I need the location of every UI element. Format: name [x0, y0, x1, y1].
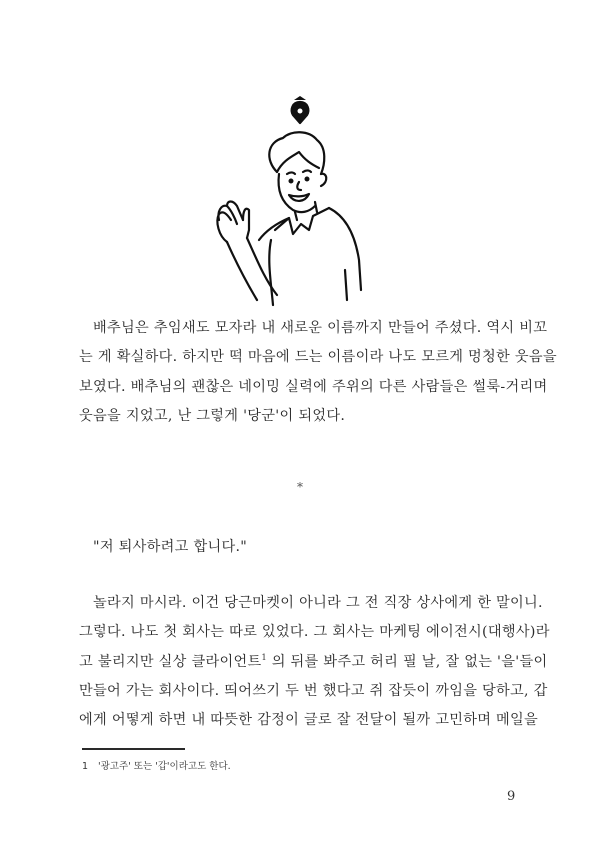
text-segment: 고 불리지만 실상 클라이언트 — [79, 653, 262, 670]
location-pin-icon — [292, 96, 309, 123]
text-line: 에게 어떻게 하면 내 따뜻한 감정이 글로 잘 전달이 될까 고민하며 메일을 — [79, 712, 539, 729]
text-line: 웃음을 지었고, 난 그렇게 '당군'이 되었다. — [79, 407, 346, 424]
text-segment: 의 뒤를 봐주고 허리 필 날, 잘 없는 '을'들이 — [271, 653, 548, 670]
footnote-text: '광고주' 또는 '갑'이라고도 한다. — [98, 761, 231, 772]
footnote-separator — [82, 748, 185, 750]
paragraph-2 — [79, 533, 524, 562]
page-number: 9 — [507, 789, 516, 804]
footnote — [82, 758, 231, 772]
text-line: 그렇다. 나도 첫 회사는 따로 있었다. 그 회사는 마케팅 에이전시(대행사)라 — [79, 624, 550, 641]
section-divider: * — [297, 480, 303, 494]
text-line: 보였다. 배추님의 괜찮은 네이밍 실력에 주위의 다른 사람들은 썰룩-거리며 — [79, 378, 548, 395]
paragraph-3 — [79, 589, 550, 735]
footnote-number: 1 — [82, 761, 89, 772]
text-line-with-footnote — [79, 648, 548, 677]
footnote-reference[interactable]: 1 — [261, 652, 267, 662]
paragraph-1 — [79, 314, 557, 431]
text-line: 놀라지 마시라. 이건 당근마켓이 아니라 그 전 직장 상사에게 한 말이니. — [93, 595, 543, 611]
waving-man-illustration — [205, 90, 395, 310]
text-line: 는 게 확실하다. 하지만 떡 마음에 드는 이름이라 나도 모르게 멍청한 웃음을 — [79, 349, 557, 366]
quote-line: "저 퇴사하려고 합니다." — [93, 539, 248, 555]
text-line: 만들어 가는 회사이다. 띄어쓰기 두 번 했다고 쥐 잡듯이 까임을 당하고, 갑 — [79, 682, 548, 699]
text-line: 배추님은 추임새도 모자라 내 새로운 이름까지 만들어 주셨다. 역시 비꼬 — [93, 320, 548, 336]
